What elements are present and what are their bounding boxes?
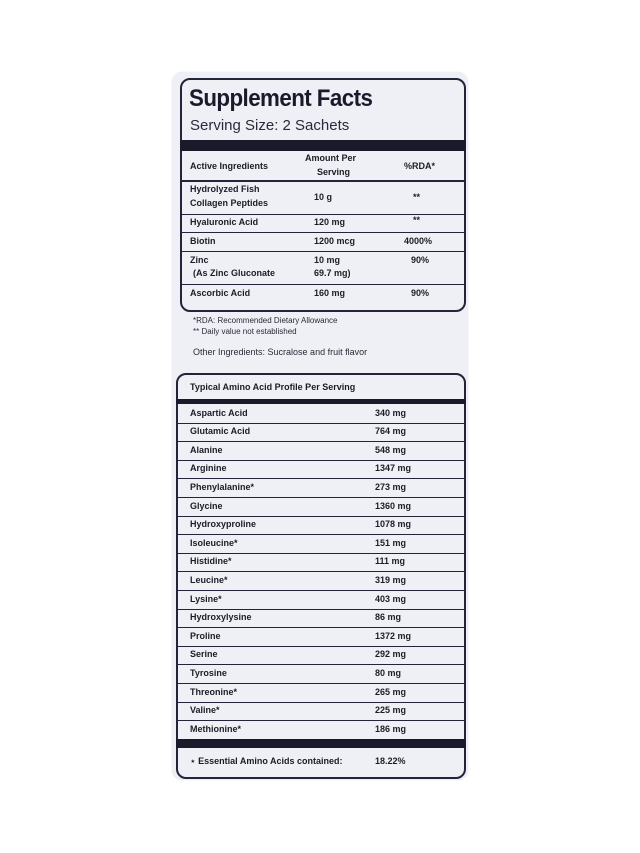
amino-acid-amount: 273 mg <box>375 481 407 492</box>
amino-row-divider <box>176 590 466 591</box>
amino-row-divider <box>176 497 466 498</box>
amino-acid-amount: 319 mg <box>375 574 407 585</box>
amino-acid-name: Isoleucine* <box>190 537 238 548</box>
amino-top-bar <box>176 399 466 404</box>
amino-acid-name: Phenylalanine* <box>190 481 255 492</box>
amino-acid-amount: 111 mg <box>375 556 406 567</box>
amino-row-divider <box>176 516 466 517</box>
amino-row-divider <box>176 553 466 554</box>
amino-acid-amount: 86 mg <box>375 612 402 623</box>
ingredient-name-2: (As Zinc Gluconate <box>193 268 276 278</box>
amino-acid-amount: 764 mg <box>375 426 407 437</box>
amino-acid-name: Glutamic Acid <box>190 426 251 437</box>
daily-value-footnote: ** Daily value not established <box>193 327 297 336</box>
amino-acid-name: Leucine* <box>190 574 228 585</box>
header-amount-2: Serving <box>317 167 351 177</box>
other-ingredients: Other Ingredients: Sucralose and fruit flavor <box>193 347 368 357</box>
row-divider <box>180 251 466 252</box>
ingredient-amount: 160 mg <box>314 288 346 298</box>
amino-acid-amount: 1347 mg <box>375 463 412 474</box>
amino-acid-amount: 403 mg <box>375 593 407 604</box>
amino-title: Typical Amino Acid Profile Per Serving <box>190 382 356 392</box>
amino-acid-amount: 265 mg <box>375 686 407 697</box>
amino-acid-name: Histidine* <box>190 556 232 567</box>
amino-acid-amount: 225 mg <box>375 705 407 716</box>
amino-row-divider <box>176 460 466 461</box>
ingredient-name: Hyaluronic Acid <box>190 217 259 227</box>
header-divider <box>180 180 466 182</box>
amino-acid-name: Hydroxyproline <box>190 519 257 530</box>
amino-row-divider <box>176 478 466 479</box>
amino-row-divider <box>176 646 466 647</box>
amino-acid-name: Methionine* <box>190 723 241 734</box>
amino-acid-name: Hydroxylysine <box>190 612 252 623</box>
amino-row-divider <box>176 720 466 721</box>
ingredient-rda: ** <box>413 192 421 202</box>
ingredient-rda: 90% <box>411 288 430 298</box>
header-rda: %RDA* <box>404 161 436 171</box>
amino-row-divider <box>176 664 466 665</box>
row-divider <box>180 232 466 233</box>
amino-row-divider <box>176 534 466 535</box>
ingredient-name: Hydrolyzed Fish <box>190 184 260 194</box>
amino-acid-amount: 1372 mg <box>375 630 412 641</box>
ingredient-rda: ** <box>413 215 421 225</box>
row-divider <box>180 214 466 215</box>
ingredient-amount: 1200 mcg <box>314 236 356 246</box>
amino-acid-name: Valine* <box>190 705 220 716</box>
amino-row-divider <box>176 702 466 703</box>
ingredient-amount: 10 mg <box>314 255 341 265</box>
header-amount-1: Amount Per <box>305 153 357 163</box>
amino-acid-name: Tyrosine <box>190 667 227 678</box>
amino-acid-amount: 80 mg <box>375 667 402 678</box>
amino-acid-name: Alanine <box>190 444 223 455</box>
ingredient-name: Ascorbic Acid <box>190 288 251 298</box>
ingredient-rda: 90% <box>411 255 430 265</box>
amino-row-divider <box>176 627 466 628</box>
ingredient-amount: 120 mg <box>314 217 346 227</box>
amino-acid-amount: 548 mg <box>375 444 407 455</box>
ingredient-rda: 4000% <box>404 236 433 246</box>
ingredient-amount-2: 69.7 mg) <box>314 268 351 278</box>
serving-size: Serving Size: 2 Sachets <box>190 117 350 134</box>
amino-acid-amount: 1078 mg <box>375 519 412 530</box>
ingredient-name-2: Collagen Peptides <box>190 198 269 208</box>
amino-row-divider <box>176 609 466 610</box>
amino-bottom-bar <box>176 739 466 748</box>
essential-amino-value: 18.22% <box>375 756 406 766</box>
amino-acid-name: Arginine <box>190 463 227 474</box>
rda-footnote: *RDA: Recommended Dietary Allowance <box>193 316 338 325</box>
amino-row-divider <box>176 571 466 572</box>
amino-acid-name: Aspartic Acid <box>190 407 248 418</box>
amino-acid-amount: 151 mg <box>375 537 407 548</box>
amino-acid-name: Threonine* <box>190 686 238 697</box>
amino-acid-amount: 1360 mg <box>375 500 412 511</box>
ingredient-amount: 10 g <box>314 192 333 202</box>
amino-acid-amount: 340 mg <box>375 407 407 418</box>
ingredient-name: Biotin <box>190 236 216 246</box>
thick-divider <box>180 140 466 151</box>
amino-acid-amount: 186 mg <box>375 723 407 734</box>
amino-acid-name: Proline <box>190 630 221 641</box>
amino-acid-name: Lysine* <box>190 593 222 604</box>
ingredient-name: Zinc <box>190 255 209 265</box>
essential-amino-label: ⋆ Essential Amino Acids contained: <box>190 756 343 766</box>
amino-acid-amount: 292 mg <box>375 649 407 660</box>
row-divider <box>180 284 466 285</box>
panel-title: Supplement Facts <box>189 85 373 112</box>
header-ingredient: Active Ingredients <box>190 161 269 171</box>
amino-row-divider <box>176 423 466 424</box>
amino-row-divider <box>176 441 466 442</box>
amino-acid-name: Glycine <box>190 500 223 511</box>
amino-acid-name: Serine <box>190 649 218 660</box>
amino-row-divider <box>176 683 466 684</box>
